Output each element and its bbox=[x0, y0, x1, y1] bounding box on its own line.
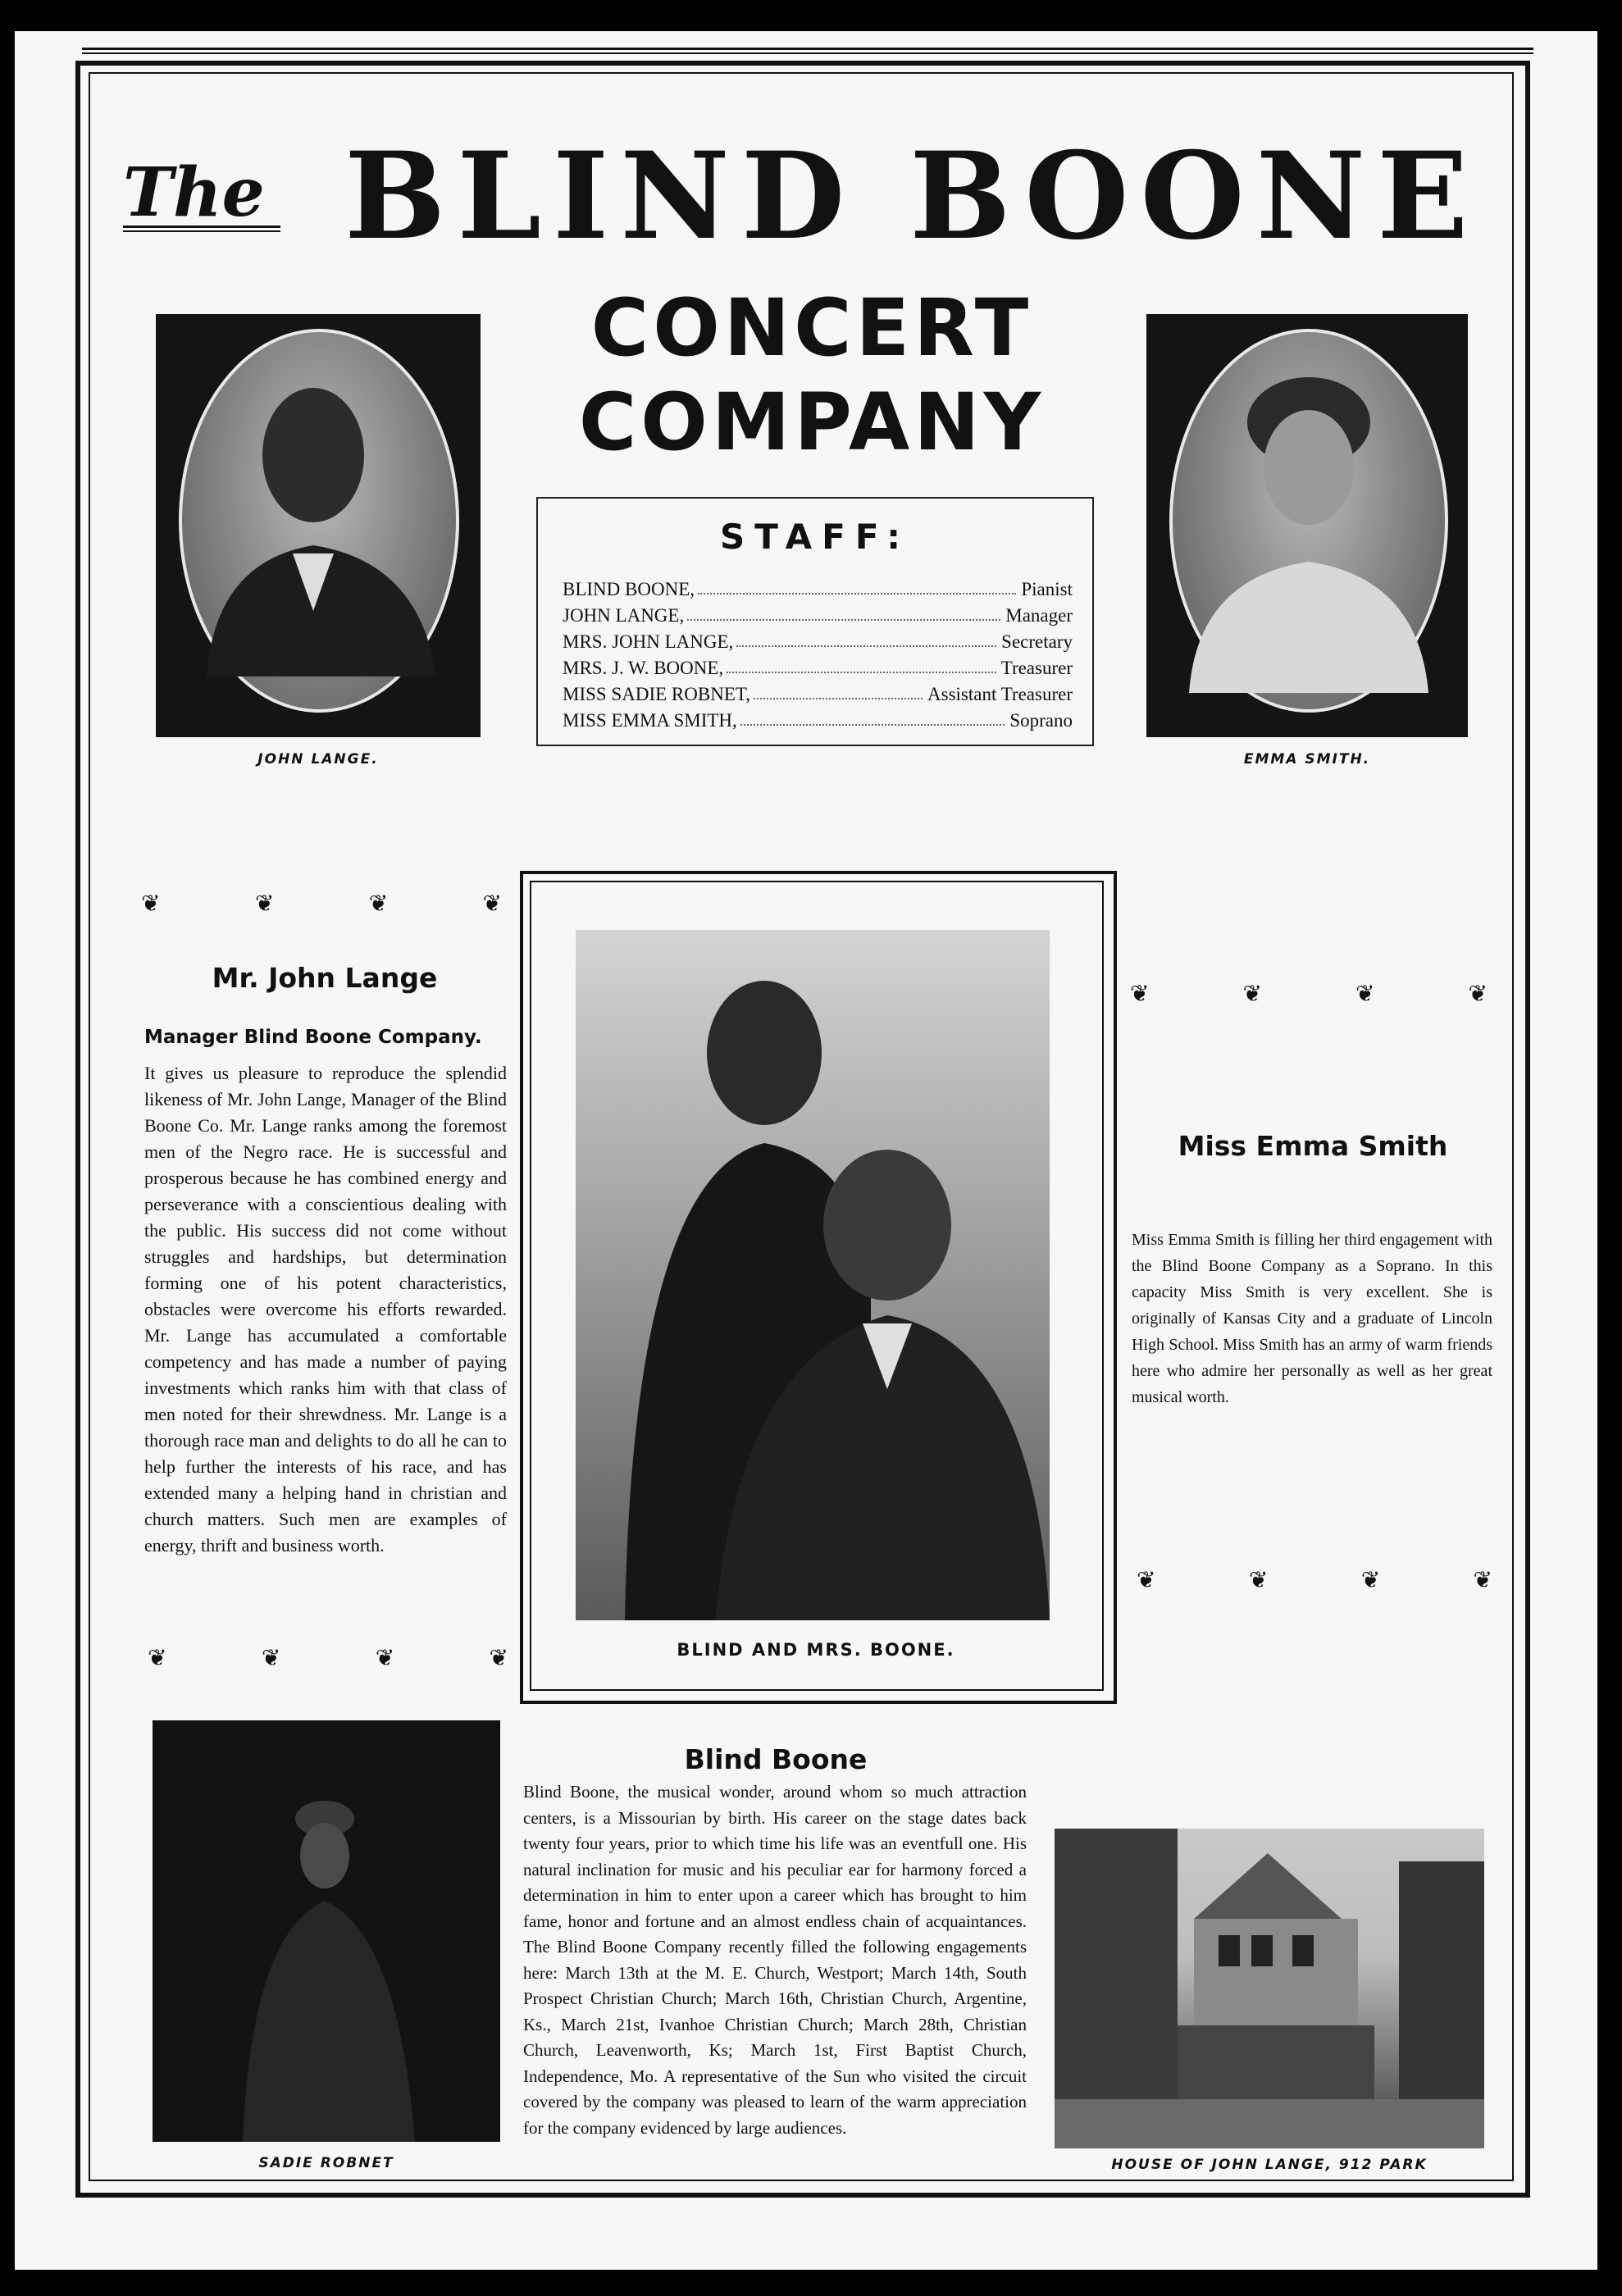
fleuron-icon: ❦ bbox=[375, 1646, 395, 1671]
boone-heading: Blind Boone bbox=[684, 1743, 868, 1775]
boone-body: Blind Boone, the musical wonder, around whom so much attraction centers, is a Missourian by birth. His career on the stage dates back twenty four years, prior to which time his life was an eventfull one. His natural inclination for music and his peculiar ear for harmony forced a determination in him to enter upon a career which has brought to him fame, honor and fortune and an almost endless chain of acquaintances. The Blind Boone Company recently filled the following engagements here: March 13th at the M. E. Church, Westport; March 14th, South Prospect Christian Church; March 16th, Christian Church, Argentine, Ks., March 21st, Ivanhoe Christian Church; March 28th, Christian Church, Leavenworth, Ks; March 1st, First Baptist Church, Independence, Mo. A representative of the Sun who visited the circuit covered by the company was pleased to learn of the warm appreciation for the company evidenced by large audiences. bbox=[523, 1782, 1027, 2138]
caption-boone-couple: BLIND AND MRS. BOONE. bbox=[677, 1640, 955, 1660]
staff-role: Pianist bbox=[1021, 579, 1073, 599]
smith-body: Miss Emma Smith is filling her third engagement with the Blind Boone Company as a Soprano. In this capacity Miss Smith is very excellent. She is originally of Kansas City and a graduate of Lincoln High School. Miss Smith has an army of warm friends here who admire her personally as well as her great musical worth. bbox=[1132, 1231, 1492, 1406]
lange-body: It gives us pleasure to reproduce the splendid likeness of Mr. John Lange, Manager of the Blind Boone Co. Mr. Lange ranks among the foremost men of the Negro race. He is successful and prosperous because he has combined energy and perseverance with a conscientious dealing with the public. His success did not come without struggles and hardships, but determination forming one of his potent characteristics, obstacles were overcome his efforts rewarded. Mr. Lange has accumulated a comfortable competency and has made a number of paying investments which ranks him with that class of men noted for their shrewdness. Mr. Lange is a thorough race man and delights to do all he can to help further the interests of his race, and has extended many a helping hand in christian and church matters. Such men are examples of energy, thrift and business worth. bbox=[144, 1063, 507, 1556]
fleuron-icon: ❦ bbox=[1468, 982, 1488, 1007]
staff-name: MISS SADIE ROBNET, bbox=[563, 684, 750, 704]
portrait-oval bbox=[1169, 329, 1448, 713]
fleuron-icon: ❦ bbox=[254, 891, 275, 917]
smith-heading: Miss Emma Smith bbox=[1178, 1130, 1448, 1162]
portrait-oval bbox=[179, 329, 459, 713]
leader-dots bbox=[754, 698, 923, 699]
ornament-row bbox=[1130, 980, 1488, 1008]
caption-house: HOUSE OF JOHN LANGE, 912 PARK bbox=[1111, 2157, 1428, 2173]
masthead-the: The bbox=[123, 153, 265, 232]
lange-subheading: Manager Blind Boone Company. bbox=[144, 1027, 482, 1048]
staff-row bbox=[563, 574, 1073, 600]
staff-role: Soprano bbox=[1009, 710, 1073, 731]
woman-silhouette-icon bbox=[153, 1720, 500, 2142]
ornament-row bbox=[148, 1644, 508, 1672]
masthead-title: BLIND BOONE bbox=[344, 126, 1480, 266]
leader-dots bbox=[727, 672, 996, 673]
leader-dots bbox=[740, 724, 1005, 726]
fleuron-icon: ❦ bbox=[1242, 982, 1262, 1007]
sadie-robnet-photo bbox=[153, 1720, 500, 2142]
staff-title: STAFF: bbox=[719, 517, 911, 557]
masthead-the-underline bbox=[123, 226, 280, 232]
fleuron-icon: ❦ bbox=[1473, 1568, 1492, 1593]
fleuron-icon: ❦ bbox=[489, 1646, 508, 1671]
fleuron-icon: ❦ bbox=[1355, 982, 1375, 1007]
masthead-subtitle-concert: CONCERT bbox=[590, 282, 1033, 374]
staff-role: Secretary bbox=[1001, 631, 1073, 652]
caption-emma-smith: EMMA SMITH. bbox=[1243, 751, 1371, 768]
fleuron-icon: ❦ bbox=[261, 1646, 281, 1671]
boone-couple-photo bbox=[576, 930, 1050, 1620]
staff-name: MRS. JOHN LANGE, bbox=[563, 631, 734, 652]
caption-sadie-robnet: SADIE ROBNET bbox=[258, 2155, 394, 2171]
woman-silhouette-icon bbox=[1173, 332, 1445, 709]
fleuron-icon: ❦ bbox=[1360, 1568, 1381, 1593]
man-silhouette-icon bbox=[182, 332, 456, 709]
ornament-row bbox=[141, 890, 502, 918]
staff-name: MISS EMMA SMITH, bbox=[563, 710, 737, 731]
john-lange-photo bbox=[156, 314, 481, 737]
staff-name: BLIND BOONE, bbox=[563, 579, 695, 599]
staff-row bbox=[563, 626, 1073, 653]
staff-row bbox=[563, 600, 1073, 626]
leader-dots bbox=[736, 645, 996, 647]
fleuron-icon: ❦ bbox=[1137, 1568, 1156, 1593]
masthead-subtitle-company: COMPANY bbox=[578, 376, 1046, 468]
caption-john-lange: JOHN LANGE. bbox=[257, 751, 379, 768]
house-photo bbox=[1055, 1829, 1484, 2148]
house-icon bbox=[1055, 1829, 1484, 2148]
staff-role: Assistant Treasurer bbox=[927, 684, 1073, 704]
fleuron-icon: ❦ bbox=[1130, 982, 1150, 1007]
leader-dots bbox=[698, 593, 1016, 594]
staff-role: Manager bbox=[1005, 605, 1073, 626]
fleuron-icon: ❦ bbox=[482, 891, 502, 917]
ornament-row bbox=[1137, 1566, 1492, 1594]
fleuron-icon: ❦ bbox=[1248, 1568, 1269, 1593]
staff-role: Treasurer bbox=[1000, 658, 1073, 678]
emma-smith-photo bbox=[1146, 314, 1468, 737]
leader-dots bbox=[687, 619, 1000, 621]
couple-silhouette-icon bbox=[576, 930, 1050, 1620]
lange-heading: Mr. John Lange bbox=[212, 962, 438, 994]
staff-box bbox=[536, 497, 1094, 746]
fleuron-icon: ❦ bbox=[141, 891, 161, 917]
staff-row bbox=[563, 705, 1073, 731]
staff-row bbox=[563, 653, 1073, 679]
fleuron-icon: ❦ bbox=[148, 1646, 167, 1671]
staff-name: MRS. J. W. BOONE, bbox=[563, 658, 724, 678]
staff-name: JOHN LANGE, bbox=[563, 605, 685, 626]
fleuron-icon: ❦ bbox=[368, 891, 389, 917]
staff-row bbox=[563, 679, 1073, 705]
top-double-rule bbox=[82, 48, 1533, 54]
